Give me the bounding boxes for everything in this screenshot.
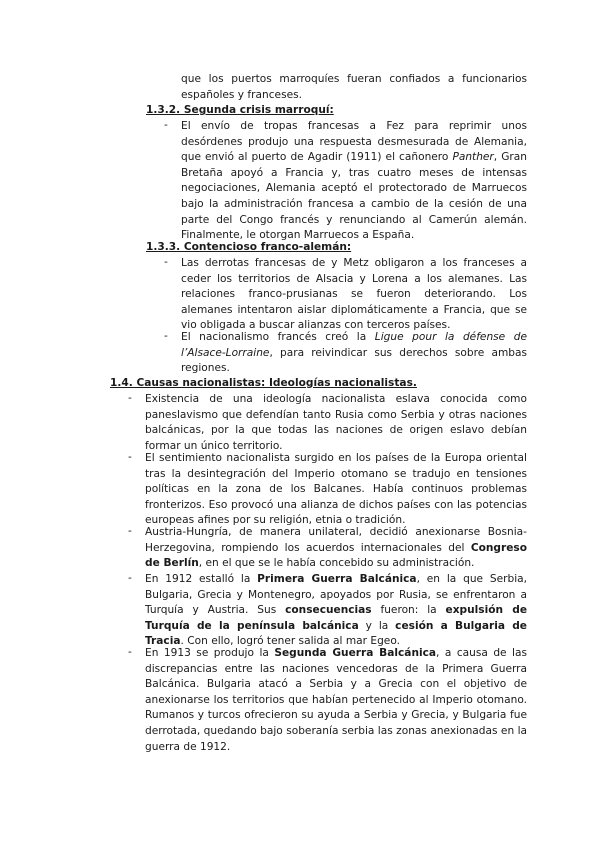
list-item: [128, 572, 527, 650]
bullet-dash: -: [128, 392, 132, 404]
list-item: [164, 119, 527, 244]
list-item-text: En 1912 estalló la Primera Guerra Balcánica, en la que Serbia, Bulgaria, Grecia y Montenegro, apoyados por Rusia, se enfrentaron a Turquía y Austria. Sus consecuencias fueron: la expulsión de Turquía de la península balcánica y la cesión a Bulgaria de Tracia. Con ello, logró tener salida al mar Egeo.: [145, 573, 528, 648]
list-item-text: Austria-Hungría, de manera unilateral, decidió anexionarse Bosnia-Herzegovina, rompiendo los acuerdos internacionales del Congreso de Berlín, en el que se le había concebido su administración.: [145, 526, 527, 570]
list-item-text: Existencia de una ideología nacionalista eslava conocida como paneslavismo que defendían tanto Rusia como Serbia y otras naciones balcánicas, por la que todas las naciones de origen eslavo debían formar un único territorio.: [145, 393, 527, 452]
list-item: [128, 392, 527, 454]
heading-1-4: 1.4. Causas nacionalistas: Ideologías nacionalistas.: [110, 377, 417, 389]
list-item-text: El sentimiento nacionalista surgido en los países de la Europa oriental tras la desintegración del Imperio otomano se tradujo en tensiones políticas en la zona de los Balcanes. Había continuos problemas fronterizos. Eso provocó una alianza de dichos países con las potencias europeas afines por su religión, etnia o tradición.: [145, 452, 527, 527]
bullet-dash: -: [128, 646, 132, 658]
list-item-text: El nacionalismo francés creó la Ligue pour la défense de l’Alsace-Lorraine, para reivindicar sus derechos sobre ambas regiones.: [181, 331, 527, 375]
bullet-dash: -: [164, 330, 168, 342]
list-item: [164, 256, 527, 334]
heading-1-3-2-text: 1.3.2. Segunda crisis marroquí:: [146, 104, 334, 116]
bullet-dash: -: [164, 119, 168, 131]
bullet-dash: -: [164, 256, 168, 268]
list-item-text: El envío de tropas francesas a Fez para reprimir unos desórdenes produjo una respuesta desmesurada de Alemania, que envió al puerto de Agadir (1911) el cañonero Panther, Gran Bretaña apoyó a Francia y, tras cuatro meses de intensas negociaciones, Alemania aceptó el protectorado de Marruecos bajo la administración francesa a cambio de la cesión de una parte del Congo francés y renunciando al Camerún alemán. Finalmente, le otorgan Marruecos a España.: [181, 120, 527, 242]
list-item: [128, 525, 527, 572]
list-item: [164, 330, 527, 377]
list-item: [128, 646, 527, 755]
heading-1-3-2: [110, 103, 334, 119]
bullet-dash: -: [128, 572, 132, 584]
bullet-dash: -: [128, 451, 132, 463]
list-item-text: En 1913 se produjo la Segunda Guerra Balcánica, a causa de las discrepancias entre las naciones vencedoras de la Primera Guerra Balcánica. Bulgaria atacó a Serbia y a Grecia con el objetivo de anexionarse los territorios que habían pertenecido al Imperio otomano. Rumanos y turcos ofrecieron su ayuda a Serbia y Grecia, y Bulgaria fue derrotada, quedando bajo soberanía serbia las zonas anexionadas en la guerra de 1912.: [145, 647, 527, 753]
bullet-dash: -: [128, 525, 132, 537]
list-item: [128, 451, 527, 529]
continuation-paragraph: [181, 72, 527, 103]
heading-1-3-3: [110, 240, 351, 256]
heading-1-3-3-text: 1.3.3. Contencioso franco-alemán:: [146, 241, 352, 253]
continuation-text: que los puertos marroquíes fueran confiados a funcionarios españoles y franceses.: [181, 73, 527, 101]
list-item-text: Las derrotas francesas de y Metz obligaron a los franceses a ceder los territorios de Alsacia y Lorena a los alemanes. Las relaciones franco-prusianas se fueron deteriorando. Los alemanes intentaron aislar diplomáticamente a Francia, que se vio obligada a buscar alianzas con terceros países.: [181, 257, 527, 332]
